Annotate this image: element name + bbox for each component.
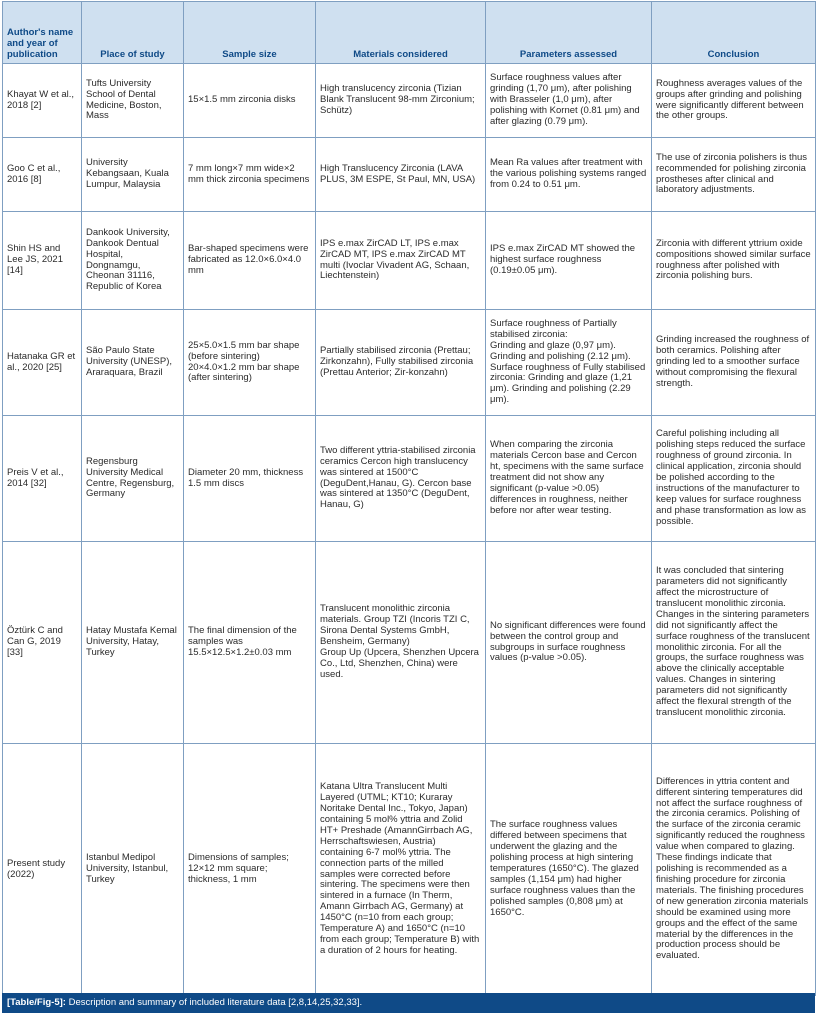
cell-conclusion: Differences in yttria content and different sintering temperatures did not affect the surface roughness of the zirconia ceramics. Polishing of the surface of the zirconia ceramic significantly reduced the roughness value when compared to glazing. These findings indicate that polishing is recommended as a finishing procedure for zirconia materials. The finishing procedures of new generation zirconia materials should be examined using more groups and the effect of the same material by the differences in the production process should be evaluated. <box>652 744 816 996</box>
header-parameters: Parameters assessed <box>486 2 652 64</box>
header-sample-size: Sample size <box>184 2 316 64</box>
cell-author: Preis V et al., 2014 [32] <box>3 416 82 542</box>
header-materials: Materials considered <box>316 2 486 64</box>
table-row <box>3 416 816 542</box>
cell-conclusion: It was concluded that sintering parameters did not significantly affect the microstructure of translucent monolithic zirconia. Changes in the sintering parameters did not significantly affect the surface roughness of the translucent monolithic zirconia. For all the groups, the surface roughness was above the clinically acceptable values. Changes in sintering parameters did not significantly affect the flexural strength of the translucent monolithic zirconia. <box>652 542 816 744</box>
caption-text: Description and summary of included literature data [2,8,14,25,32,33]. <box>68 997 363 1008</box>
cell-parameters: No significant differences were found between the control group and subgroups in surface roughness values (p-value >0.05). <box>486 542 652 744</box>
cell-conclusion: Roughness averages values of the groups after grinding and polishing were significantly different between the other groups. <box>652 64 816 138</box>
cell-sample-size: 7 mm long×7 mm wide×2 mm thick zirconia specimens <box>184 138 316 212</box>
cell-parameters: Mean Ra values after treatment with the various polishing systems ranged from 0.24 to 0.51 μm. <box>486 138 652 212</box>
table-row <box>3 310 816 416</box>
cell-author: Öztürk C and Can G, 2019 [33] <box>3 542 82 744</box>
cell-materials: Partially stabilised zirconia (Prettau; Zirkonzahn), Fully stabilised zirconia (Prettau Anterior; Zir-konzahn) <box>316 310 486 416</box>
cell-place: Regensburg University Medical Centre, Regensburg, Germany <box>82 416 184 542</box>
cell-author: Present study (2022) <box>3 744 82 996</box>
header-conclusion: Conclusion <box>652 2 816 64</box>
cell-parameters: IPS e.max ZirCAD MT showed the highest surface roughness (0.19±0.05 μm). <box>486 212 652 310</box>
table-caption <box>2 993 815 1013</box>
cell-parameters: When comparing the zirconia materials Cercon base and Cercon ht, specimens with the same surface treatment did not show any significant (p-value >0.05) differences in roughness, neither before nor after wear testing. <box>486 416 652 542</box>
caption-label: [Table/Fig-5]: <box>7 997 66 1008</box>
cell-conclusion: Grinding increased the roughness of both ceramics. Polishing after grinding led to a smoother surface without compromising the flexural strength. <box>652 310 816 416</box>
cell-materials: Translucent monolithic zirconia materials. Group TZI (Incoris TZI C, Sirona Dental Systems GmbH, Bensheim, Germany) Group Up (Upcera, Shenzhen Upcera Co., Ltd, Shenzhen, China) were used. <box>316 542 486 744</box>
cell-sample-size: Dimensions of samples; 12×12 mm square; thickness, 1 mm <box>184 744 316 996</box>
header-author: Author's name and year of publication <box>3 2 82 64</box>
cell-sample-size: 25×5.0×1.5 mm bar shape (before sintering) 20×4.0×1.2 mm bar shape (after sintering) <box>184 310 316 416</box>
table-row <box>3 138 816 212</box>
table-row <box>3 744 816 996</box>
cell-materials: Katana Ultra Translucent Multi Layered (UTML; KT10; Kuraray Noritake Dental Inc., Tokyo, Japan) containing 5 mol% yttria and Zolid HT+ Preshade (AmannGirrbach AG, Herrschaftswiesen, Austria) containing 6-7 mol% yttria. The connection parts of the milled samples were corrected before sintering. The specimens were then sintered in a furnace (In Therm, Amann Girrbach AG, Germany) at 1450°C (n=10 from each group; Temperature A) and 1650°C (n=10 from each group; Temperature B) with a duration of 2 hours for heating. <box>316 744 486 996</box>
cell-conclusion: Zirconia with different yttrium oxide compositions showed similar surface roughness after polished with zirconia polishing burs. <box>652 212 816 310</box>
cell-parameters: Surface roughness values after grinding (1,70 μm), after polishing with Brasseler (1,0 μm), after polishing with Kornet (0.81 μm) and after glazing (0.79 μm). <box>486 64 652 138</box>
cell-materials: High Translucency Zirconia (LAVA PLUS, 3M ESPE, St Paul, MN, USA) <box>316 138 486 212</box>
cell-materials: IPS e.max ZirCAD LT, IPS e.max ZirCAD MT, IPS e.max ZirCAD MT multi (Ivoclar Vivadent AG, Schaan, Liechtenstein) <box>316 212 486 310</box>
table-header-row <box>3 2 816 64</box>
cell-conclusion: Careful polishing including all polishing steps reduced the surface roughness of ground zirconia. In clinical application, zirconia should be polished according to the instructions of the manufacturer to keep values for surface roughness and phase transformation as low as possible. <box>652 416 816 542</box>
cell-sample-size: Bar-shaped specimens were fabricated as 12.0×6.0×4.0 mm <box>184 212 316 310</box>
cell-author: Shin HS and Lee JS, 2021 [14] <box>3 212 82 310</box>
literature-table <box>2 1 816 996</box>
cell-parameters: Surface roughness of Partially stabilised zirconia: Grinding and glaze (0,97 μm). Grinding and polishing (2.12 μm). Surface roughness of Fully stabilised zirconia: Grinding and glaze (1,21 μm). Grinding and polishing (2.29 μm). <box>486 310 652 416</box>
cell-sample-size: The final dimension of the samples was 15.5×12.5×1.2±0.03 mm <box>184 542 316 744</box>
table-row <box>3 64 816 138</box>
cell-materials: High translucency zirconia (Tizian Blank Translucent 98-mm Zirconium; Schütz) <box>316 64 486 138</box>
cell-sample-size: 15×1.5 mm zirconia disks <box>184 64 316 138</box>
cell-place: Istanbul Medipol University, Istanbul, Turkey <box>82 744 184 996</box>
cell-author: Hatanaka GR et al., 2020 [25] <box>3 310 82 416</box>
cell-author: Goo C et al., 2016 [8] <box>3 138 82 212</box>
cell-place: Hatay Mustafa Kemal University, Hatay, Turkey <box>82 542 184 744</box>
cell-conclusion: The use of zirconia polishers is thus recommended for polishing zirconia prostheses after clinical and laboratory adjustments. <box>652 138 816 212</box>
table-row <box>3 542 816 744</box>
cell-place: Dankook University, Dankook Dentual Hospital, Dongnamgu, Cheonan 31116, Republic of Korea <box>82 212 184 310</box>
cell-place: São Paulo State University (UNESP), Araraquara, Brazil <box>82 310 184 416</box>
table-row <box>3 212 816 310</box>
cell-sample-size: Diameter 20 mm, thickness 1.5 mm discs <box>184 416 316 542</box>
cell-place: Tufts University School of Dental Medicine, Boston, Mass <box>82 64 184 138</box>
header-place: Place of study <box>82 2 184 64</box>
cell-materials: Two different yttria-stabilised zirconia ceramics Cercon high translucency was sintered at 1500°C (DeguDent,Hanau, G). Cercon base was sintered at 1350°C (DeguDent, Hanau, G) <box>316 416 486 542</box>
cell-parameters: The surface roughness values differed between specimens that underwent the glazing and the polishing process at high sintering temperatures (1650°C). The glazed samples (1,154 μm) had higher surface roughness values than the polished samples (0,808 μm) at 1650°C. <box>486 744 652 996</box>
cell-place: University Kebangsaan, Kuala Lumpur, Malaysia <box>82 138 184 212</box>
cell-author: Khayat W et al., 2018 [2] <box>3 64 82 138</box>
